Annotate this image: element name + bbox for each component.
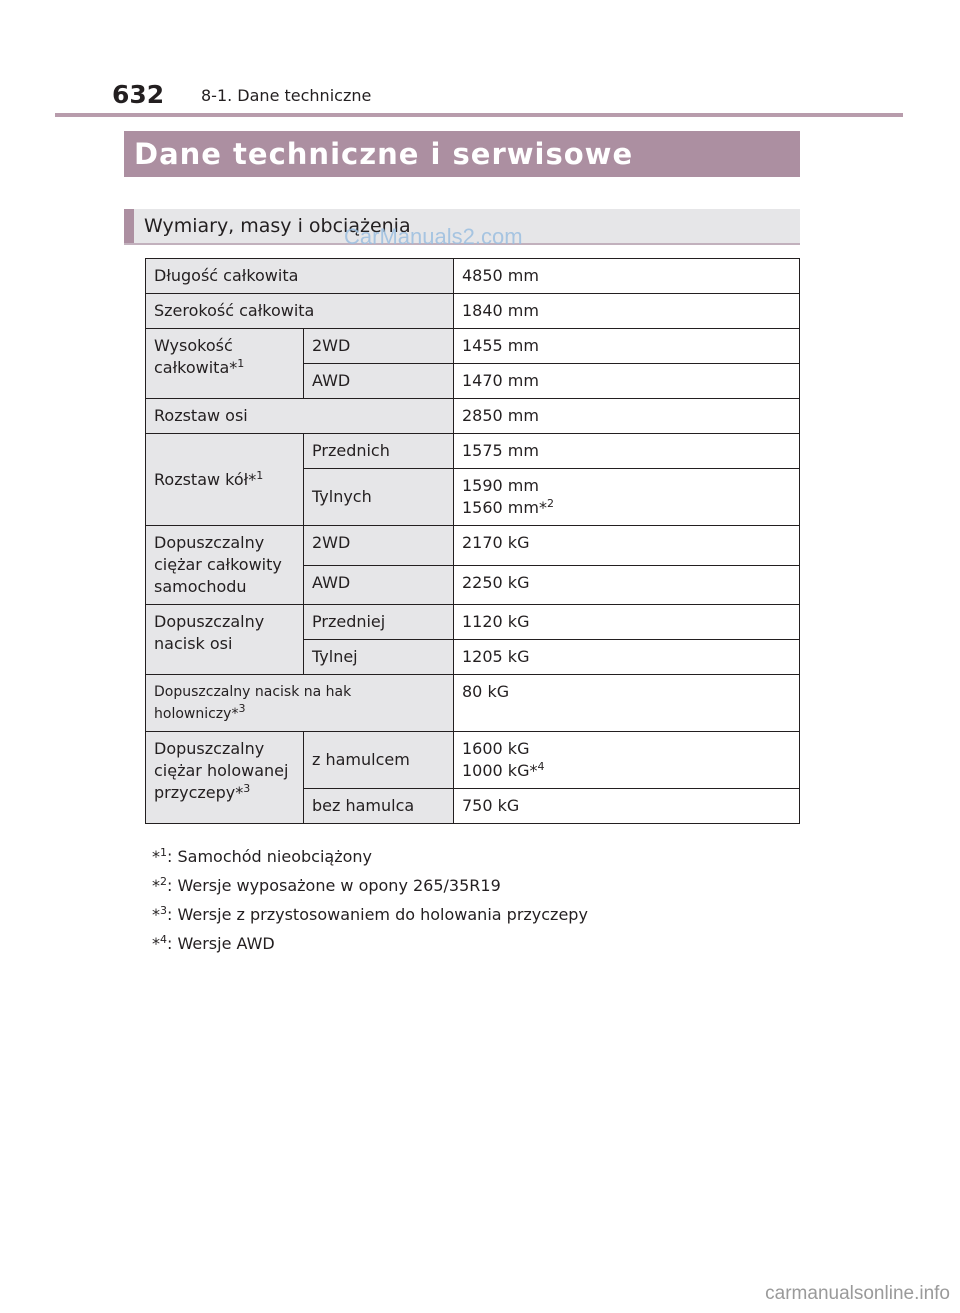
- specs-table: [145, 258, 800, 824]
- table-row: [146, 399, 800, 434]
- footnote: [152, 871, 588, 900]
- footnote-ref: 2: [546, 497, 554, 510]
- row-value: 2250 kG: [454, 565, 800, 605]
- row-sublabel: Przednich: [304, 434, 454, 469]
- track-label: Rozstaw kół*: [154, 469, 257, 489]
- table-row: [146, 526, 800, 566]
- footnote-num: 3: [160, 904, 167, 917]
- row-sublabel: 2WD: [304, 329, 454, 364]
- hitch-label: Dopuszczalny nacisk na hak holowniczy*: [154, 684, 352, 722]
- row-value: 1455 mm: [454, 329, 800, 364]
- footnote-mark: *: [152, 934, 160, 953]
- footnote-text: : Samochód nieobciążony: [167, 847, 372, 866]
- table-row: [146, 605, 800, 640]
- row-sublabel: 2WD: [304, 526, 454, 566]
- row-label: [146, 732, 304, 824]
- row-value: 4850 mm: [454, 259, 800, 294]
- footnote-ref: 1: [256, 468, 264, 482]
- page-title: Dane techniczne i serwisowe: [134, 137, 634, 171]
- row-label: Dopuszczalny ciężar całkowity samochodu: [146, 526, 304, 605]
- row-label: [146, 434, 304, 526]
- height-label: Wysokość całkowita*: [154, 336, 238, 377]
- row-value: 1575 mm: [454, 434, 800, 469]
- footnote-ref: 3: [238, 702, 246, 715]
- row-sublabel: Tylnych: [304, 469, 454, 526]
- footnote-text: : Wersje AWD: [167, 934, 275, 953]
- row-sublabel: AWD: [304, 565, 454, 605]
- row-label: Długość całkowita: [146, 259, 454, 294]
- table-row: [146, 259, 800, 294]
- footnote-mark: *: [152, 876, 160, 895]
- footnote-text: : Wersje wyposażone w opony 265/35R19: [167, 876, 501, 895]
- row-value: 1840 mm: [454, 294, 800, 329]
- row-label: [146, 675, 454, 732]
- subtitle-accent: [124, 209, 134, 243]
- table-row: [146, 434, 800, 469]
- footnote: [152, 929, 588, 958]
- row-value: [454, 469, 800, 526]
- value-line: [462, 497, 791, 519]
- watermark-bottom: carmanualsonline.info: [765, 1283, 950, 1304]
- row-value: 1205 kG: [454, 640, 800, 675]
- footnote: [152, 842, 588, 871]
- row-sublabel: z hamulcem: [304, 732, 454, 789]
- row-sublabel: Przedniej: [304, 605, 454, 640]
- value-line: 1600 kG: [462, 739, 530, 758]
- row-label: Dopuszczalny nacisk osi: [146, 605, 304, 675]
- row-label: Szerokość całkowita: [146, 294, 454, 329]
- footnote-mark: *: [152, 905, 160, 924]
- row-sublabel: bez hamulca: [304, 789, 454, 824]
- row-label: [146, 329, 304, 399]
- table-row: [146, 294, 800, 329]
- footnote-ref: 3: [243, 782, 251, 795]
- footnote-num: 4: [160, 933, 167, 946]
- row-sublabel: AWD: [304, 364, 454, 399]
- trailer-label: Dopuszczalny ciężar holowanej przyczepy*: [154, 739, 289, 802]
- title-bar: [124, 131, 800, 177]
- header-rule: [55, 113, 903, 117]
- watermark-top: CarManuals2.com: [344, 224, 523, 249]
- footnotes: [152, 842, 588, 958]
- row-value: [454, 732, 800, 789]
- row-value: 2850 mm: [454, 399, 800, 434]
- footnote-mark: *: [152, 847, 160, 866]
- row-value: 750 kG: [454, 789, 800, 824]
- subtitle: Wymiary, masy i obciążenia: [144, 215, 411, 237]
- row-value: 1120 kG: [454, 605, 800, 640]
- row-value: 2170 kG: [454, 526, 800, 566]
- table-row: [146, 329, 800, 364]
- table-row: [146, 732, 800, 789]
- value-text: 1560 mm*: [462, 498, 547, 517]
- value-text: 1000 kG*: [462, 761, 538, 780]
- footnote-ref: 4: [537, 760, 545, 773]
- section-label: 8-1. Dane techniczne: [201, 86, 372, 105]
- footnote-num: 2: [160, 875, 167, 888]
- value-line: [462, 760, 791, 782]
- footnote-ref: 1: [237, 357, 245, 370]
- row-sublabel: Tylnej: [304, 640, 454, 675]
- footnote: [152, 900, 588, 929]
- row-value: 80 kG: [454, 675, 800, 732]
- footnote-text: : Wersje z przystosowaniem do holowania przyczepy: [167, 905, 588, 924]
- value-line: 1590 mm: [462, 476, 539, 495]
- table-row: [146, 675, 800, 732]
- row-value: 1470 mm: [454, 364, 800, 399]
- row-label: Rozstaw osi: [146, 399, 454, 434]
- page-number: 632: [112, 80, 165, 109]
- footnote-num: 1: [160, 846, 167, 859]
